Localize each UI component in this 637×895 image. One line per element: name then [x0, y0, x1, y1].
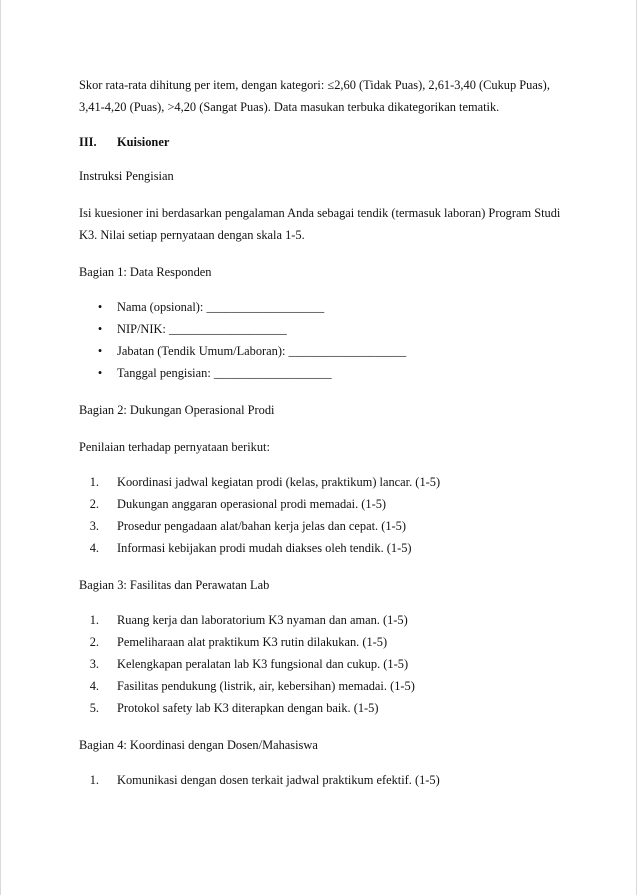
section-heading	[79, 135, 569, 150]
list-item: 2. Pemeliharaan alat praktikum K3 rutin dilakukan. (1-5)	[89, 635, 388, 649]
document-content	[79, 74, 569, 791]
bullet-icon: •	[97, 344, 103, 358]
part-3-title: Bagian 3: Fasilitas dan Perawatan Lab	[79, 578, 270, 592]
lab-facilities-list	[79, 609, 569, 719]
part-2-subtitle: Penilaian terhadap pernyataan berikut:	[79, 440, 270, 454]
list-item: 3. Prosedur pengadaan alat/bahan kerja jelas dan cepat. (1-5)	[89, 519, 406, 533]
section-title: Kuisioner	[117, 135, 170, 149]
list-item: 1. Koordinasi jadwal kegiatan prodi (kelas, praktikum) lancar. (1-5)	[89, 475, 441, 489]
respondent-data-list	[79, 296, 569, 384]
list-item: 2. Dukungan anggaran operasional prodi memadai. (1-5)	[89, 497, 387, 511]
list-item: 1. Ruang kerja dan laboratorium K3 nyaman dan aman. (1-5)	[89, 613, 408, 627]
instructions-title: Instruksi Pengisian	[79, 169, 174, 183]
list-item: 4. Fasilitas pendukung (listrik, air, kebersihan) memadai. (1-5)	[89, 679, 415, 693]
list-item: 5. Protokol safety lab K3 diterapkan dengan baik. (1-5)	[89, 701, 379, 715]
list-item: • Tanggal pengisian: ___________________	[79, 362, 569, 384]
instructions-text: Isi kuesioner ini berdasarkan pengalaman Anda sebagai tendik (termasuk laboran) Program Studi K3. Nilai setiap pernyataan dengan skala 1-5.	[79, 206, 561, 242]
coordination-list	[79, 769, 569, 791]
part-1-title: Bagian 1: Data Responden	[79, 265, 212, 279]
list-item: • Jabatan (Tendik Umum/Laboran): ___________________	[79, 340, 569, 362]
operational-support-list	[79, 471, 569, 559]
list-item: 3. Kelengkapan peralatan lab K3 fungsional dan cukup. (1-5)	[89, 657, 409, 671]
bullet-icon: •	[97, 322, 103, 336]
part-2-title: Bagian 2: Dukungan Operasional Prodi	[79, 403, 275, 417]
section-number: III.	[79, 135, 97, 149]
bullet-icon: •	[97, 366, 103, 380]
list-item: 4. Informasi kebijakan prodi mudah diakses oleh tendik. (1-5)	[89, 541, 412, 555]
list-item: 1. Komunikasi dengan dosen terkait jadwal praktikum efektif. (1-5)	[89, 773, 440, 787]
bullet-icon: •	[97, 300, 103, 314]
intro-paragraph: Skor rata-rata dihitung per item, dengan kategori: ≤2,60 (Tidak Puas), 2,61-3,40 (Cukup Puas), 3,41-4,20 (Puas), >4,20 (Sangat Puas). Data masukan terbuka dikategorikan tematik.	[79, 78, 550, 114]
list-item: • NIP/NIK: ___________________	[79, 318, 569, 340]
list-item: • Nama (opsional): ___________________	[79, 296, 569, 318]
part-4-title: Bagian 4: Koordinasi dengan Dosen/Mahasiswa	[79, 738, 318, 752]
